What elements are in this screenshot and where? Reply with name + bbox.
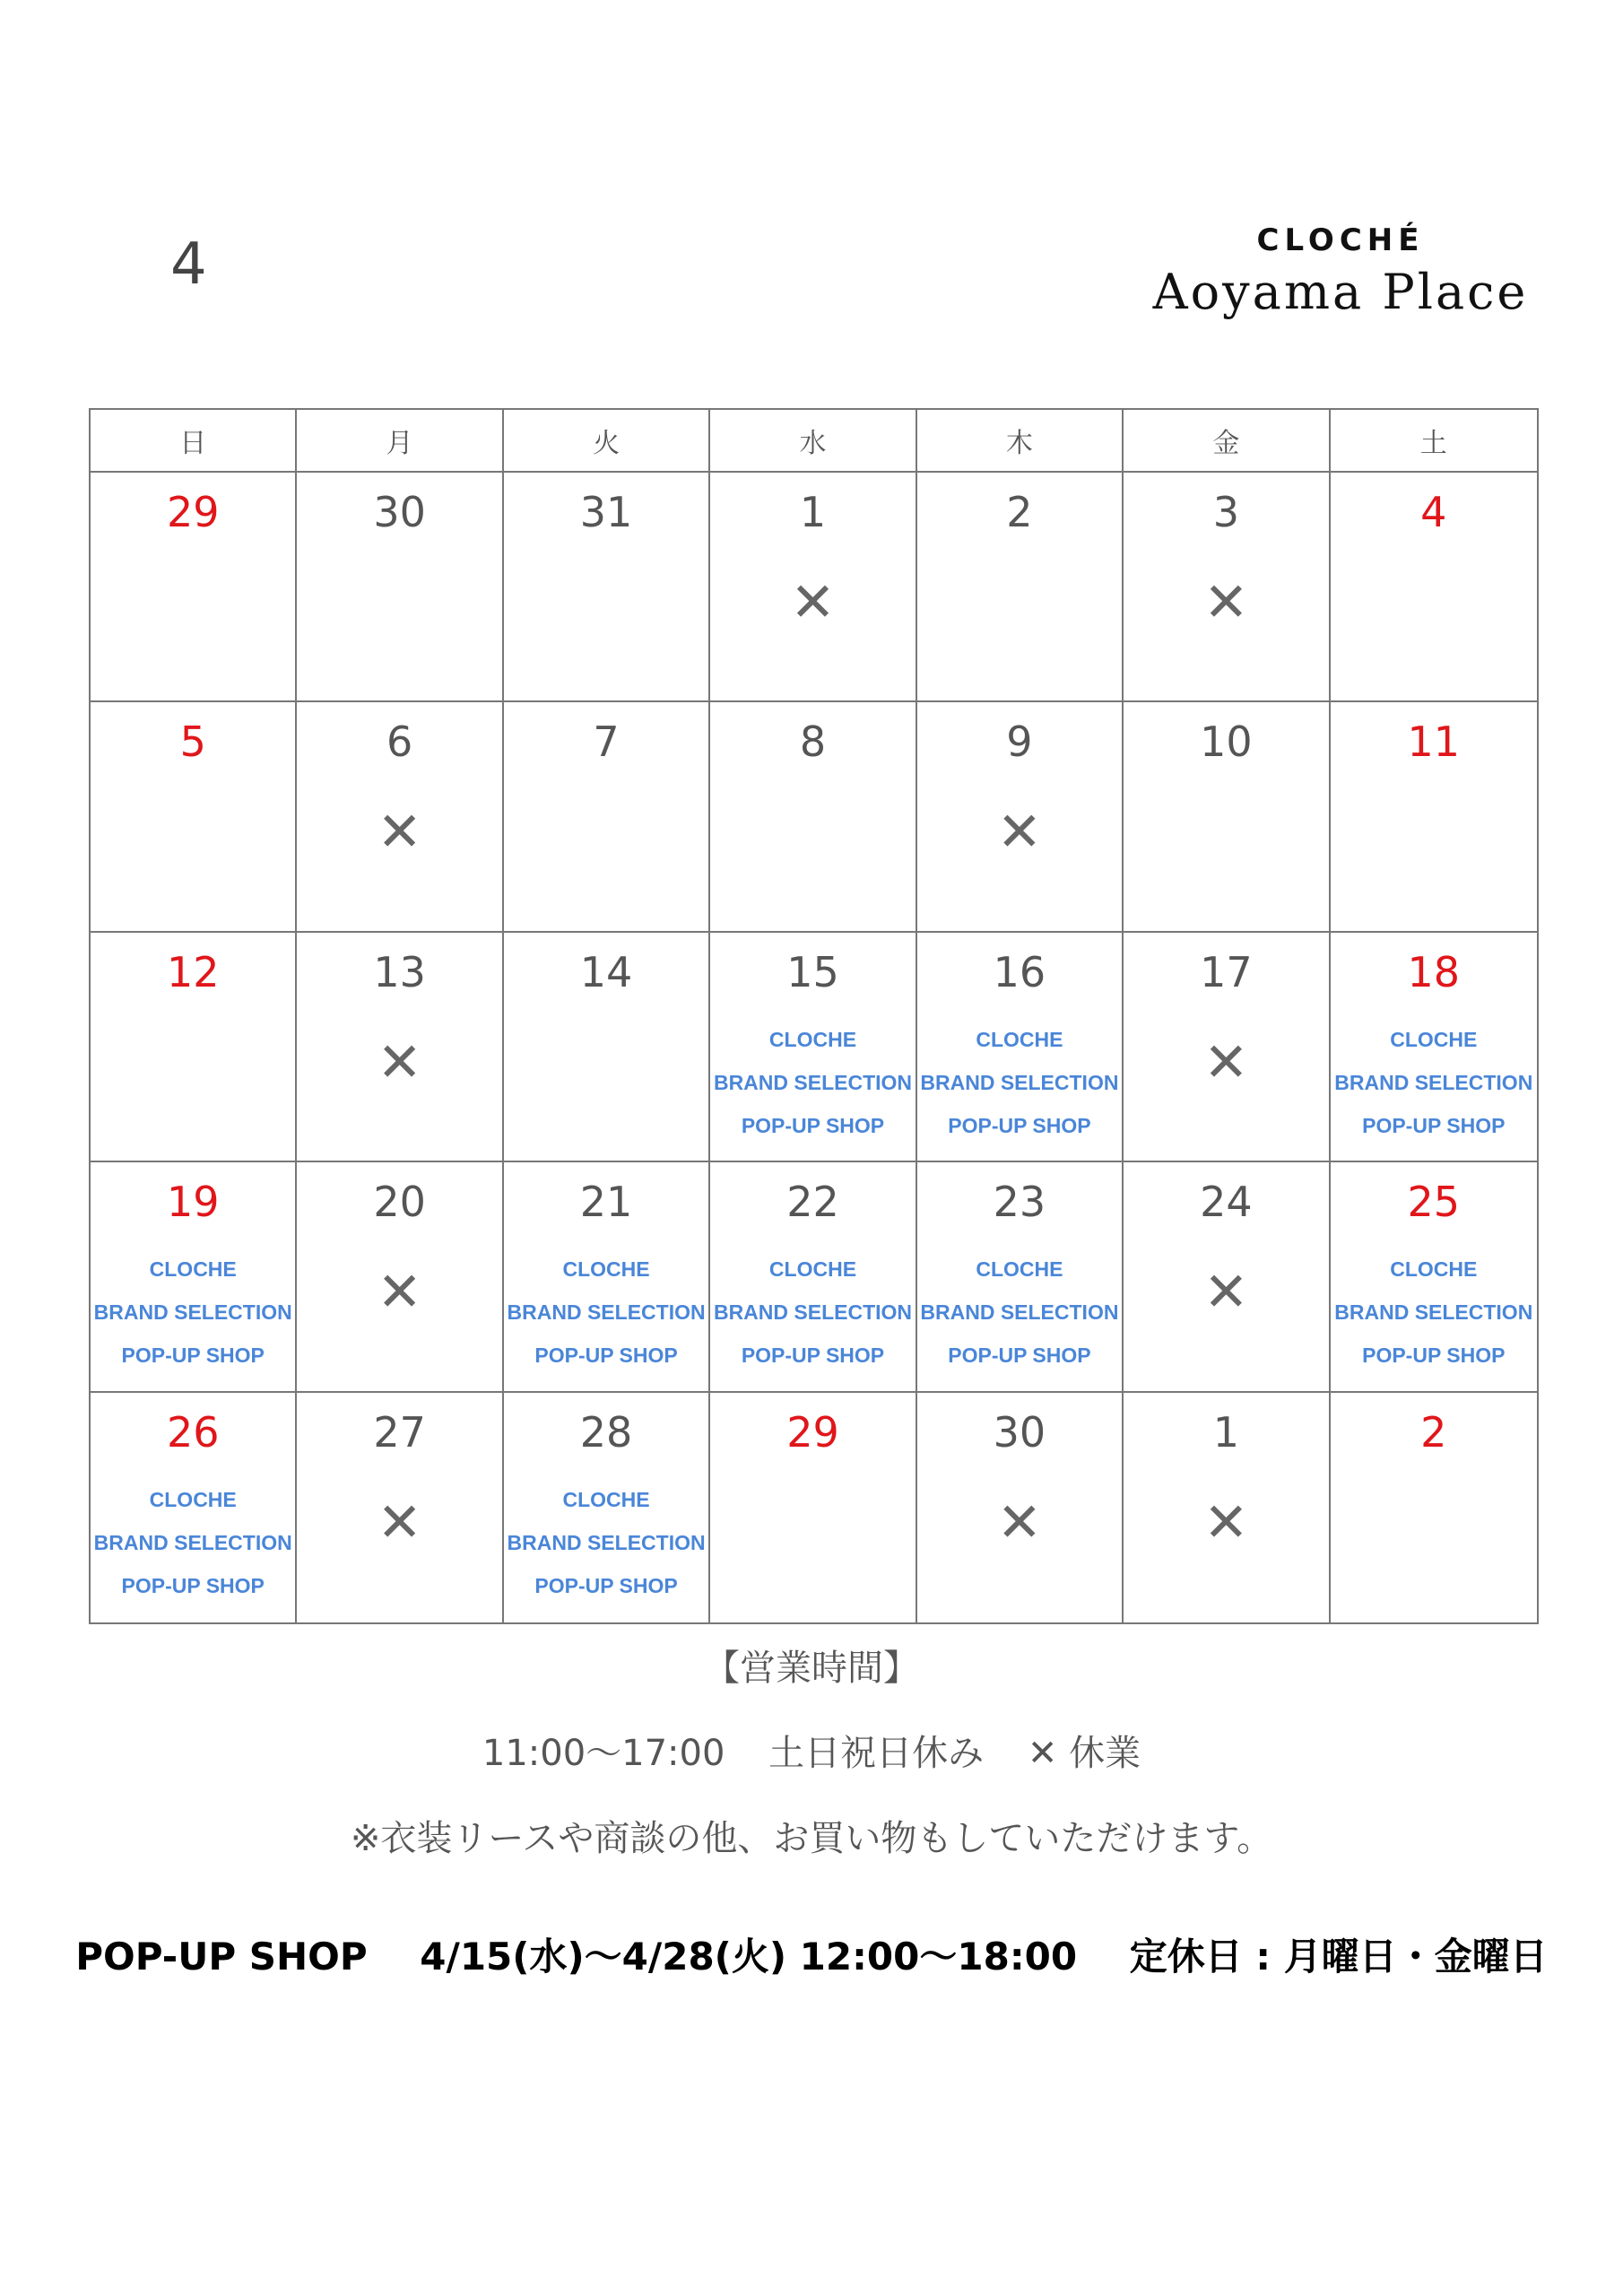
day-number: 18 <box>1407 947 1461 996</box>
day-cell <box>1124 933 1330 1162</box>
day-cell <box>91 473 297 702</box>
day-cell <box>297 702 503 932</box>
event-line: CLOCHE <box>976 1257 1063 1282</box>
day-number: 21 <box>579 1178 633 1227</box>
day-cell <box>504 702 710 932</box>
day-number: 2 <box>1420 1407 1447 1457</box>
closed-x-icon: ✕ <box>377 1491 422 1554</box>
event-line: BRAND SELECTION <box>713 1070 913 1094</box>
day-cell <box>504 933 710 1162</box>
weekday-header: 金 <box>1124 410 1330 473</box>
business-hours-line <box>0 1726 1623 1780</box>
day-cell <box>1124 702 1330 932</box>
closed-x-icon: ✕ <box>996 801 1043 865</box>
day-number: 26 <box>166 1407 220 1457</box>
day-cell <box>297 1162 503 1392</box>
event-line: POP-UP SHOP <box>1362 1344 1506 1368</box>
weekday-header: 木 <box>917 410 1124 473</box>
closed-x-icon: ✕ <box>377 801 422 865</box>
day-number: 4 <box>1420 488 1447 536</box>
event-line: CLOCHE <box>562 1487 650 1511</box>
day-cell <box>91 933 297 1162</box>
closed-x-icon: ✕ <box>1203 1261 1249 1325</box>
closed-x-icon: ✕ <box>1203 571 1249 634</box>
day-number: 25 <box>1407 1178 1461 1227</box>
day-cell <box>1331 1162 1537 1392</box>
day-number: 24 <box>1200 1178 1253 1227</box>
day-number: 29 <box>786 1407 839 1457</box>
day-cell <box>1331 1393 1537 1622</box>
brand-block <box>1121 220 1560 336</box>
closed-legend: ✕ 休業 <box>1027 1733 1141 1774</box>
event-line: POP-UP SHOP <box>1362 1113 1506 1137</box>
event-line: CLOCHE <box>1390 1257 1478 1282</box>
day-cell <box>917 933 1124 1162</box>
day-cell <box>710 1393 916 1622</box>
day-cell <box>917 473 1124 702</box>
event-line: CLOCHE <box>149 1257 237 1282</box>
day-number: 31 <box>579 488 633 536</box>
day-cell <box>710 473 916 702</box>
day-number: 20 <box>373 1178 426 1227</box>
day-number: 1 <box>1212 1407 1239 1457</box>
business-hours-title: 【営業時間】 <box>704 1648 919 1689</box>
day-cell <box>297 473 503 702</box>
weekday-header: 土 <box>1331 410 1537 473</box>
day-number: 23 <box>993 1178 1046 1227</box>
weekday-header: 日 <box>91 410 297 473</box>
day-number: 14 <box>579 947 633 996</box>
event-line: POP-UP SHOP <box>534 1344 678 1368</box>
day-cell <box>917 702 1124 932</box>
hours-holidays: 土日祝日休み <box>768 1733 985 1774</box>
hours-time: 11:00〜17:00 <box>482 1733 725 1774</box>
day-number: 19 <box>166 1178 220 1227</box>
day-number: 8 <box>799 718 827 767</box>
event-line: CLOCHE <box>768 1257 857 1282</box>
popup-event <box>710 1248 915 1377</box>
event-line: BRAND SELECTION <box>93 1530 292 1554</box>
weekday-header: 水 <box>710 410 916 473</box>
day-number: 22 <box>786 1178 839 1227</box>
closed-x-icon: ✕ <box>1203 1031 1249 1094</box>
day-cell <box>91 702 297 932</box>
day-cell <box>1124 1162 1330 1392</box>
day-number: 3 <box>1212 488 1239 536</box>
day-number: 30 <box>373 488 426 536</box>
day-cell <box>297 1393 503 1622</box>
event-line: BRAND SELECTION <box>920 1070 1119 1094</box>
day-cell <box>91 1393 297 1622</box>
popup-label: POP-UP SHOP <box>75 1935 368 1979</box>
closed-x-icon: ✕ <box>1203 1491 1249 1554</box>
event-line: BRAND SELECTION <box>1334 1070 1533 1094</box>
event-line: BRAND SELECTION <box>713 1300 913 1325</box>
day-number: 1 <box>799 488 827 536</box>
event-line: BRAND SELECTION <box>920 1300 1119 1325</box>
day-number: 10 <box>1200 718 1253 767</box>
event-line: POP-UP SHOP <box>534 1573 678 1597</box>
day-number: 17 <box>1200 947 1253 996</box>
closed-x-icon: ✕ <box>790 571 836 634</box>
day-cell <box>1331 702 1537 932</box>
day-number: 7 <box>593 718 620 767</box>
closed-x-icon: ✕ <box>377 1031 422 1094</box>
event-line: CLOCHE <box>562 1257 650 1282</box>
popup-event <box>917 1018 1122 1147</box>
popup-event <box>504 1478 708 1607</box>
weekday-header: 火 <box>504 410 710 473</box>
day-cell <box>917 1393 1124 1622</box>
day-number: 27 <box>373 1407 426 1457</box>
day-cell <box>504 1393 710 1622</box>
day-number: 9 <box>1006 718 1033 767</box>
day-number: 16 <box>993 947 1046 996</box>
day-number: 11 <box>1407 718 1461 767</box>
day-cell <box>297 933 503 1162</box>
event-line: POP-UP SHOP <box>948 1344 1091 1368</box>
brand-logo: CLOCHÉ <box>1256 222 1425 258</box>
popup-event <box>917 1248 1122 1377</box>
popup-event <box>710 1018 915 1147</box>
popup-event <box>1331 1018 1537 1147</box>
day-cell <box>710 933 916 1162</box>
day-cell <box>710 1162 916 1392</box>
popup-event <box>504 1248 708 1377</box>
event-line: POP-UP SHOP <box>121 1344 265 1368</box>
event-line: CLOCHE <box>976 1027 1063 1051</box>
day-cell <box>504 1162 710 1392</box>
day-number: 29 <box>166 488 220 536</box>
weekday-header: 月 <box>297 410 503 473</box>
popup-info-line <box>0 1928 1623 1986</box>
day-number: 15 <box>786 947 839 996</box>
day-cell <box>710 702 916 932</box>
popup-closed-days: 定休日 : 月曜日・金曜日 <box>1129 1935 1548 1979</box>
day-cell <box>917 1162 1124 1392</box>
day-cell <box>1124 473 1330 702</box>
event-line: CLOCHE <box>768 1027 857 1051</box>
calendar-grid <box>89 408 1539 1624</box>
day-number: 30 <box>993 1407 1046 1457</box>
day-cell <box>91 1162 297 1392</box>
day-number: 28 <box>579 1407 633 1457</box>
day-number: 2 <box>1006 488 1033 536</box>
event-line: POP-UP SHOP <box>741 1113 885 1137</box>
popup-event <box>91 1248 295 1377</box>
day-cell <box>504 473 710 702</box>
brand-place-name: Aoyama Place <box>1152 264 1529 320</box>
event-line: BRAND SELECTION <box>93 1300 292 1325</box>
event-line: CLOCHE <box>1390 1027 1478 1051</box>
event-line: BRAND SELECTION <box>507 1530 706 1554</box>
month-number: 4 <box>170 231 207 298</box>
event-line: POP-UP SHOP <box>948 1113 1091 1137</box>
note-text: ※衣装リースや商談の他、お買い物もしていただけます。 <box>350 1818 1273 1859</box>
popup-event <box>91 1478 295 1607</box>
day-cell <box>1331 933 1537 1162</box>
day-cell <box>1331 473 1537 702</box>
day-number: 13 <box>373 947 426 996</box>
event-line: POP-UP SHOP <box>741 1344 885 1368</box>
event-line: BRAND SELECTION <box>507 1300 706 1325</box>
closed-x-icon: ✕ <box>377 1261 422 1325</box>
popup-period: 4/15(水)〜4/28(火) 12:00〜18:00 <box>420 1935 1078 1979</box>
day-cell <box>1124 1393 1330 1622</box>
event-line: POP-UP SHOP <box>121 1573 265 1597</box>
day-number: 5 <box>179 718 206 767</box>
day-number: 12 <box>166 947 220 996</box>
event-line: BRAND SELECTION <box>1334 1300 1533 1325</box>
event-line: CLOCHE <box>149 1487 237 1511</box>
closed-x-icon: ✕ <box>996 1491 1043 1554</box>
day-number: 6 <box>386 718 413 767</box>
popup-event <box>1331 1248 1537 1377</box>
